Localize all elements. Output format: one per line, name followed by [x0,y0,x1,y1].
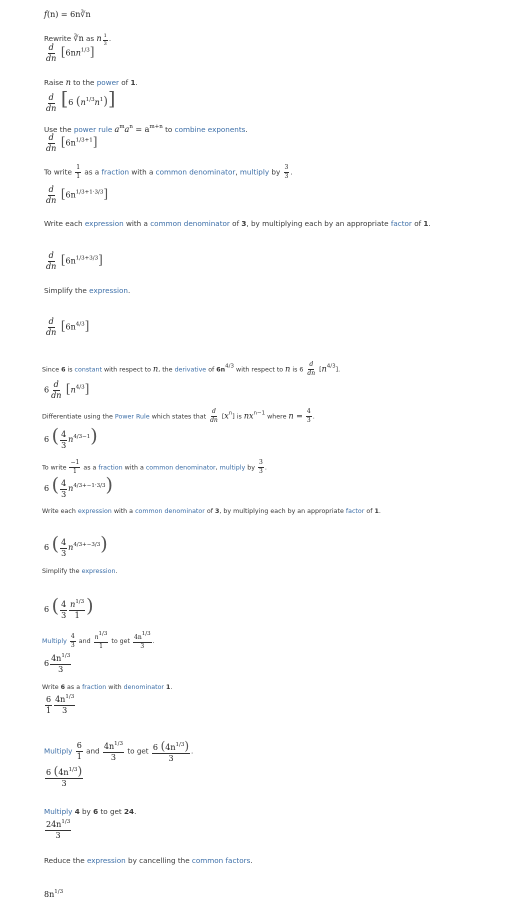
step-common-denom-text: To write $\frac{1}{1}$ as a fraction with a common denominator, multiply by $\frac{3}{3}$ . [44,164,293,180]
step-math: ∛n [73,34,84,43]
link-constant[interactable]: constant [74,366,102,374]
link-multiply[interactable]: multiply [219,464,246,472]
expr-derivative-5: $\frac{d}{dn}$ $[6n^{1/3+3/3}]$ [46,251,103,271]
step-power-rule-text: Use the power rule $a^ma^n = a^{m+n}$ to combine exponents. [44,124,248,134]
link-common-denominator[interactable]: common denominator [135,508,205,515]
expr-derivative-6: $\frac{d}{dn}$ $[6n^{4/3}]$ [46,317,90,337]
step-simplify-2-text: Simplify the expression. [42,568,118,575]
link-fraction[interactable]: fraction [98,464,123,472]
step-text: as [86,34,95,43]
link-expression[interactable]: expression [89,286,128,295]
step-multiply-2-text: Multiply $\frac{6}{1}$ and $\frac{4n^{1/3}}{3}$ to get $\frac{6 (4n^{1/3})}{3}$ . [44,739,194,763]
step-common-denom-2-text: To write $\frac{-1}{1}$ as a fraction with a common denominator, multiply by $\frac{3}{3}$ . [42,459,267,475]
function-root: ∛n [80,10,91,19]
step-simplify-text: Simplify the expression. [44,286,131,295]
link-common-denominator[interactable]: common denominator [155,167,236,177]
step-text: Rewrite [44,34,72,43]
step-math: n [96,34,102,43]
link-multiply[interactable]: Multiply [42,638,67,645]
step-raise-text: Raise n to the power of 1. [44,78,138,87]
link-common-denominator[interactable]: common denominator [150,219,230,228]
expr-result-12: 6 $\frac{4n^{1/3}}{3}$ [44,653,71,674]
expr-derivative-10: 6 ( $\frac{4}{3}$ $n^{4/3+-3/3}$) [44,533,108,558]
function-definition [44,10,91,19]
function-arg: (n) [46,10,59,19]
expr-derivative-3: $\frac{d}{dn}$ $[6n^{1/3+1}]$ [46,133,98,153]
link-expression[interactable]: expression [86,856,126,865]
expr-result-13: $\frac{6}{1}$ $\frac{4n^{1/3}}{3}$ [46,694,75,715]
expr-result-14: $\frac{6 (4n^{1/3})}{3}$ [46,764,83,788]
step-reduce-text: Reduce the expression by cancelling the common factors. [44,856,253,865]
step-power-rule-2-text: Differentiate using the Power Rule which states that $\frac{d}{dn}$ [xn] is nxn−1 where n = $\frac{4}{3}$ . [42,408,315,424]
d-dn-operator: $\frac{d}{dn}$ [46,43,57,63]
link-fraction[interactable]: fraction [101,167,130,177]
expr-derivative-11: 6 ( $\frac{4}{3}$ $\frac{n^{1/3}}{1}$ ) [44,595,94,620]
step-write-each-text: Write each expression with a common denominator of 3, by multiplying each by an appropriate factor of 1. [44,219,431,228]
link-denominator[interactable]: denominator [123,684,165,691]
exponent: $\frac{1}{3}$ [103,33,107,47]
link-common-denominator[interactable]: common denominator [145,464,216,472]
expr-derivative-9: 6 ( $\frac{4}{3}$ $n^{4/3+-1\cdot 3/3}$) [44,474,113,499]
step-write-each-2-text: Write each expression with a common denominator of 3, by multiplying each by an appropriate factor of 1. [42,508,381,515]
link-fraction[interactable]: fraction [82,684,107,691]
expr-derivative-2: $\frac{d}{dn}$ [6 $(n^{1/3}n^1)$] [46,88,116,113]
expr-derivative-1: $\frac{d}{dn}$ $[6nn^{1/3}]$ [46,43,95,63]
step-write-fraction-text: Write 6 as a fraction with denominator 1. [42,684,173,691]
link-power[interactable]: power [96,78,119,87]
expr-result-15: $\frac{24n^{1/3}}{3}$ [46,819,71,840]
link-expression[interactable]: expression [77,508,112,515]
link-common-factors[interactable]: common factors [191,856,251,865]
link-power-rule[interactable]: Power Rule [114,413,150,421]
step-rewrite-text: Rewrite ∛n as n $\frac{1}{3}$ . [44,33,112,47]
link-power-rule[interactable]: power rule [73,125,113,134]
expr-derivative-7: 6 $\frac{d}{dn}$ $[n^{4/3}]$ [44,380,90,400]
link-factor[interactable]: factor [390,219,412,228]
expr-derivative-8: 6 ( $\frac{4}{3}$ $n^{4/3-1}$) [44,425,98,450]
final-answer: $8n^{1/3}$ [44,889,64,899]
step-constant-text: Since 6 is constant with respect to n, the derivative of 6n4/3 with respect to n is 6 $\frac{d}{dn}$ [n4/3]. [42,361,341,377]
link-derivative[interactable]: derivative [174,366,207,374]
function-name: f [44,10,47,19]
step-multiply-text: Multiply $\frac{4}{3}$ and $\frac{n1/3}{1}$ to get $\frac{4n1/3}{3}$ . [42,631,155,650]
link-multiply[interactable]: Multiply [44,807,73,816]
step-multiply-3-text: Multiply 4 by 6 to get 24. [44,807,137,816]
link-expression[interactable]: expression [81,568,116,575]
link-factor[interactable]: factor [345,508,365,515]
link-expression[interactable]: expression [84,219,124,228]
expr-derivative-4: $\frac{d}{dn}$ $[6n^{1/3+1\cdot 3/3}]$ [46,185,109,205]
link-combine-exponents[interactable]: combine exponents [174,125,246,134]
function-eq: = 6n [60,10,81,19]
link-multiply[interactable]: multiply [239,167,270,177]
link-multiply[interactable]: Multiply [44,746,73,756]
